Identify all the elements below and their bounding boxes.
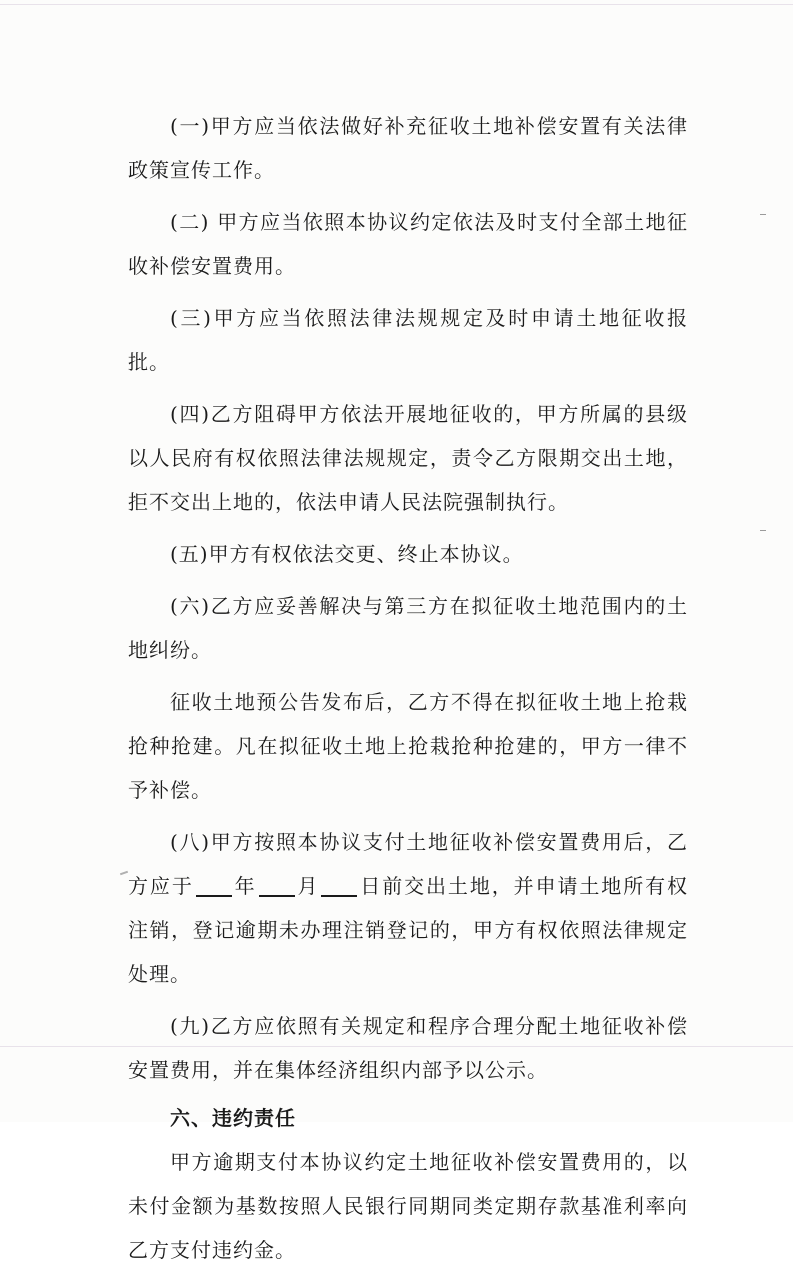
paragraph-6: (六)乙方应妥善解决与第三方在拟征收土地范围内的土地纠纷。 (128, 594, 688, 662)
section-heading: 六、违约责任 (170, 1106, 296, 1130)
scan-mark (760, 214, 766, 215)
paragraph-1: (一)甲方应当依法做好补充征收土地补偿安置有关法律政策宣传工作。 (128, 114, 688, 182)
month-label: 月 (296, 874, 320, 898)
paragraph-2: (二) 甲方应当依照本协议约定依法及时支付全部土地征收补偿安置费用。 (128, 210, 688, 278)
paragraph-3: (三)甲方应当依照法律法规规定及时申请土地征收报批。 (128, 306, 688, 374)
paragraph-5: (五)甲方有权依法交更、终止本协议。 (170, 542, 524, 566)
blank-month (259, 875, 295, 897)
scan-mark (760, 530, 766, 531)
paragraph-8-start: (八)甲方按照本协议支付土地征收补偿安置费用后，乙方应于 (128, 830, 688, 898)
paragraph-8-end: 日前交出土地，并申请土地所有权注销，登记逾期未办理注销登记的，甲方有权依照法律规定处理。 (128, 874, 689, 986)
paragraph-4: (四)乙方阻碍甲方依法开展地征收的，甲方所属的县级以人民府有权依照法律法规规定，责令乙方限期交出土地，拒不交出上地的，依法申请人民法院强制执行。 (128, 402, 688, 514)
year-label: 年 (233, 874, 257, 898)
paragraph-9: (九)乙方应依照有关规定和程序合理分配土地征收补偿安置费用，并在集体经济组织内部予以公示。 (128, 1014, 688, 1082)
document-body (128, 104, 688, 1280)
scan-edge-top (0, 4, 793, 5)
paragraph-10: 甲方逾期支付本协议约定土地征收补偿安置费用的，以未付金额为基数按照人民银行同期同类定期存款基准利率向乙方支付违约金。 (128, 1150, 688, 1262)
scan-mark (120, 871, 128, 876)
paragraph-7: 征收土地预公告发布后，乙方不得在拟征收土地上抢栽抢种抢建。凡在拟征收土地上抢栽抢种抢建的，甲方一律不予补偿。 (128, 690, 688, 802)
blank-year (196, 875, 232, 897)
paragraph-8 (128, 820, 688, 996)
blank-day (321, 875, 357, 897)
